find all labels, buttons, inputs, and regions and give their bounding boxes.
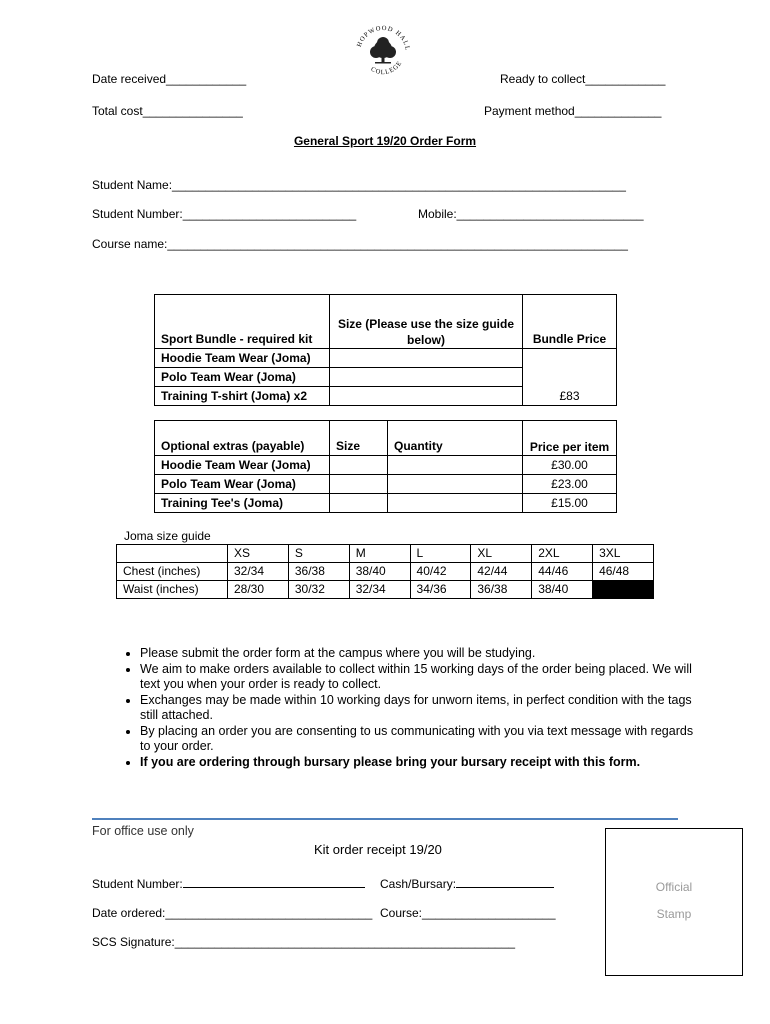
official-stamp-box: [605, 828, 743, 976]
chest-label: Chest (inches): [117, 563, 228, 581]
chest-value: 36/38: [288, 563, 349, 581]
svg-text:HOPWOOD HALL: HOPWOOD HALL: [355, 24, 411, 52]
extras-row-item: Hoodie Team Wear (Joma): [155, 456, 330, 475]
note-item: • Please submit the order form at the campus where you will be studying.: [140, 646, 700, 662]
extras-header-item: Optional extras (payable): [155, 421, 330, 456]
waist-value: 34/36: [410, 581, 471, 599]
office-cash-bursary-label: Cash/Bursary:: [380, 877, 457, 891]
notes-list: [116, 646, 700, 770]
course-name-field[interactable]: Course name:_____________________________________________________________________: [92, 237, 628, 251]
extras-header-quantity: Quantity: [388, 421, 523, 456]
ready-to-collect-field[interactable]: Ready to collect____________: [500, 72, 666, 86]
office-student-number-label: Student Number:: [92, 877, 183, 891]
tree-icon: [370, 37, 396, 64]
size-header: 3XL: [593, 545, 654, 563]
stamp-label: Official: [655, 880, 693, 894]
extras-size-input[interactable]: [330, 456, 388, 475]
waist-value: 36/38: [471, 581, 532, 599]
total-cost-field[interactable]: Total cost_______________: [92, 104, 243, 118]
bundle-price: £83: [523, 349, 617, 406]
waist-label: Waist (inches): [117, 581, 228, 599]
svg-text:COLLEGE: COLLEGE: [369, 59, 404, 77]
bundle-row-item: Polo Team Wear (Joma): [155, 368, 330, 387]
chest-value: 38/40: [349, 563, 410, 581]
chest-value: 46/48: [593, 563, 654, 581]
page-title: General Sport 19/20 Order Form: [293, 134, 477, 148]
note-item-bursary: • If you are ordering through bursary please bring your bursary receipt with this form.: [140, 755, 700, 771]
size-header: XS: [228, 545, 289, 563]
size-guide-corner: [117, 545, 228, 563]
bundle-size-input[interactable]: [330, 349, 523, 368]
chest-value: 44/46: [532, 563, 593, 581]
office-scs-signature[interactable]: SCS Signature:___________________________________________________: [92, 935, 516, 949]
extras-row-price: £15.00: [523, 494, 617, 513]
size-header: L: [410, 545, 471, 563]
extras-row-price: £23.00: [523, 475, 617, 494]
extras-size-input[interactable]: [330, 475, 388, 494]
size-header: XL: [471, 545, 532, 563]
bundle-row-item: Hoodie Team Wear (Joma): [155, 349, 330, 368]
extras-row-price: £30.00: [523, 456, 617, 475]
extras-row-item: Polo Team Wear (Joma): [155, 475, 330, 494]
extras-table: [154, 420, 617, 513]
mobile-field[interactable]: Mobile:____________________________: [418, 207, 644, 221]
stamp-label: Stamp: [656, 907, 692, 921]
size-guide-table: [116, 544, 654, 599]
extras-row-item: Training Tee's (Joma): [155, 494, 330, 513]
student-number-field[interactable]: Student Number:__________________________: [92, 207, 357, 221]
extras-quantity-input[interactable]: [388, 475, 523, 494]
office-course[interactable]: Course:____________________: [380, 906, 556, 920]
office-cash-bursary[interactable]: [380, 877, 554, 891]
waist-value: 32/34: [349, 581, 410, 599]
bundle-table: [154, 294, 617, 406]
waist-unavailable-cell: [593, 581, 654, 599]
chest-value: 40/42: [410, 563, 471, 581]
waist-value: 28/30: [228, 581, 289, 599]
bundle-header-item: Sport Bundle - required kit: [155, 295, 330, 349]
bundle-header-size: Size (Please use the size guide below): [330, 295, 523, 349]
chest-value: 42/44: [471, 563, 532, 581]
divider: [92, 818, 678, 820]
office-student-number-line[interactable]: [183, 887, 365, 888]
size-guide-label: Joma size guide: [124, 529, 211, 543]
chest-value: 32/34: [228, 563, 289, 581]
bundle-header-price: Bundle Price: [523, 295, 617, 349]
office-use-label: For office use only: [92, 824, 194, 838]
payment-method-field[interactable]: Payment method_____________: [484, 104, 662, 118]
note-item: • We aim to make orders available to collect within 15 working days of the order being placed. We will text you when your order is ready to collect.: [140, 662, 700, 693]
waist-value: 30/32: [288, 581, 349, 599]
student-name-field[interactable]: Student Name:____________________________________________________________________: [92, 178, 626, 192]
office-date-ordered[interactable]: Date ordered:_______________________________: [92, 906, 373, 920]
size-header: 2XL: [532, 545, 593, 563]
note-item: • By placing an order you are consenting to us communicating with you via text message with regards to your order.: [140, 724, 700, 755]
date-received-field[interactable]: Date received____________: [92, 72, 247, 86]
bundle-size-input[interactable]: [330, 387, 523, 406]
receipt-title: Kit order receipt 19/20: [314, 842, 442, 857]
size-header: M: [349, 545, 410, 563]
bundle-size-input[interactable]: [330, 368, 523, 387]
extras-header-size: Size: [330, 421, 388, 456]
extras-size-input[interactable]: [330, 494, 388, 513]
note-item: • Exchanges may be made within 10 working days for unworn items, in perfect condition with the tags still attached.: [140, 693, 700, 724]
extras-quantity-input[interactable]: [388, 494, 523, 513]
office-student-number[interactable]: [92, 877, 365, 891]
office-cash-bursary-line[interactable]: [456, 887, 554, 888]
waist-value: 38/40: [532, 581, 593, 599]
extras-quantity-input[interactable]: [388, 456, 523, 475]
extras-header-price: Price per item: [523, 421, 617, 456]
college-logo: [352, 22, 414, 84]
bundle-row-item: Training T-shirt (Joma) x2: [155, 387, 330, 406]
size-header: S: [288, 545, 349, 563]
